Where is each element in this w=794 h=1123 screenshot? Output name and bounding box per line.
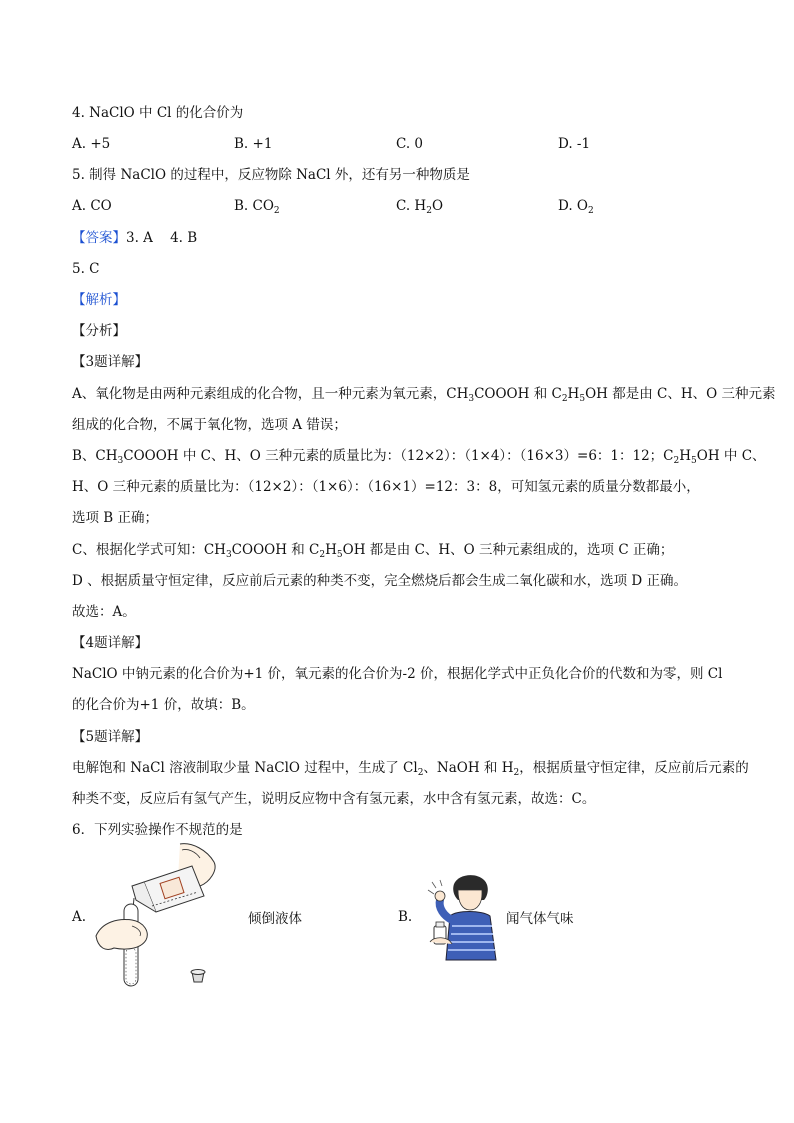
q3-detail-selection: 故选：A。 [72, 604, 136, 620]
q5-detail-line1: 电解饱和 NaCl 溶液制取少量 NaClO 过程中，生成了 $Cl_2$、NaOH 和 $H_2$，根据质量守恒定律，反应前后元素的 [72, 760, 749, 778]
answer-line-2: 5. C [72, 261, 100, 277]
q5-option-d: D. $O_2$ [558, 198, 594, 216]
smelling-gas-illustration [424, 872, 504, 962]
q4-detail-heading: 【4题详解】 [72, 635, 149, 651]
fenxi-heading: 【分析】 [72, 323, 126, 339]
pouring-liquid-illustration [92, 840, 222, 990]
q6-stem: 6．下列实验操作不规范的是 [72, 822, 243, 838]
q3-detail-d-line1: D 、根据质量守恒定律，反应前后元素的种类不变，完全燃烧后都会生成二氧化碳和水，选项 D 正确。 [72, 573, 688, 589]
q5-option-a: A. CO [72, 198, 112, 214]
q4-option-c: C. 0 [396, 136, 424, 152]
answer-tag: 【答案】 [72, 230, 126, 246]
q3-detail-heading: 【3题详解】 [72, 354, 149, 370]
q6-option-a-label: A. [72, 909, 87, 925]
q3-detail-b-line1: B、$CH_3COOOH$ 中 C、H、O 三种元素的质量比为：（12×2）：（1×4）：（16×3）=6：1：12；$C_2H_5OH$ 中 C、 [72, 448, 766, 466]
q6-option-b-caption: 闻气体气味 [506, 911, 574, 927]
q6-option-b-label: B. [398, 909, 413, 925]
q3-detail-b-line3: 选项 B 正确； [72, 510, 159, 526]
q3-detail-c-line1: C、根据化学式可知：$CH_3COOOH$ 和 $C_2H_5OH$ 都是由 C、H、O 三种元素组成的，选项 C 正确； [72, 542, 674, 560]
q4-option-b: B. +1 [234, 136, 273, 152]
q5-option-b: B. $CO_2$ [234, 198, 280, 216]
q4-stem: 4. NaClO 中 Cl 的化合价为 [72, 105, 244, 121]
q3-detail-a-line2: 组成的化合物，不属于氧化物，选项 A 错误； [72, 417, 347, 433]
q3-detail-a-line1: A、氧化物是由两种元素组成的化合物，且一种元素为氧元素，$CH_3COOOH$ 和 $C_2H_5OH$ 都是由 C、H、O 三种元素 [72, 386, 776, 404]
q4-option-d: D. -1 [558, 136, 591, 152]
q4-detail-line1: NaClO 中钠元素的化合价为+1 价，氧元素的化合价为-2 价，根据化学式中正负化合价的代数和为零，则 Cl [72, 666, 723, 682]
q5-detail-heading: 【5题详解】 [72, 729, 149, 745]
q6-option-a-caption: 倾倒液体 [248, 911, 302, 927]
q3-detail-b-line2: H、O 三种元素的质量比为：（12×2）：（1×6）：（16×1）=12：3：8，可知氢元素的质量分数都最小， [72, 479, 700, 495]
analysis-heading: 【解析】 [72, 292, 126, 308]
q4-detail-line2: 的化合价为+1 价，故填：B。 [72, 697, 255, 713]
answer-line [72, 228, 197, 248]
answer-text: 3. A 4. B [126, 230, 198, 246]
q5-detail-line2: 种类不变，反应后有氢气产生，说明反应物中含有氢元素，水中含有氢元素，故选：C。 [72, 791, 596, 807]
q5-option-c: C. $H_2O$ [396, 198, 444, 216]
q4-option-a: A. +5 [72, 136, 111, 152]
q5-stem: 5. 制得 NaClO 的过程中，反应物除 NaCl 外，还有另一种物质是 [72, 167, 470, 183]
